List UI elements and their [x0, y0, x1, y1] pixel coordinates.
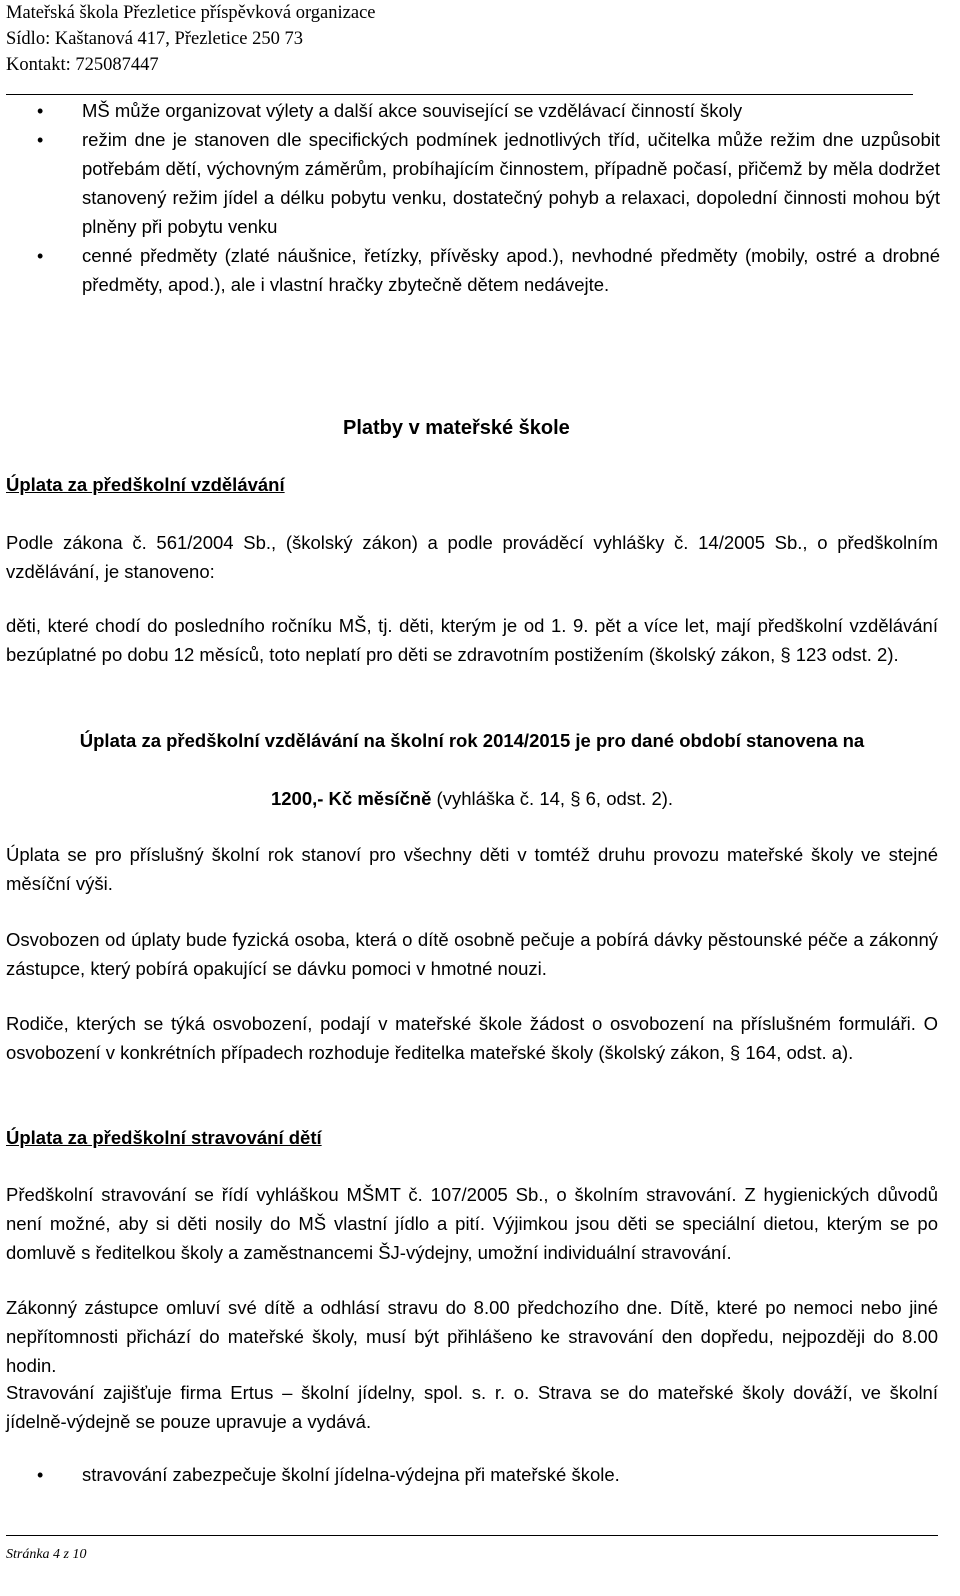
header-address: Sídlo: Kaštanová 417, Přezletice 250 73 — [6, 29, 303, 49]
subheading-preschool-fee: Úplata za předškolní vzdělávání — [6, 474, 285, 495]
header-contact: Kontakt: 725087447 — [6, 55, 159, 75]
list-item: • MŠ může organizovat výlety a další akce související se vzdělávací činností školy — [0, 96, 940, 125]
list-item: • režim dne je stanoven dle specifických podmínek jednotlivých tříd, učitelka může režim dne uzpůsobit potřebám dětí, výchovným záměrům, probíhajícím činnostem, případně počasí, přičemž by měla dodržet stanovený režim jídel a délku pobytu venku, dostatečný pohyb a relaxaci, dopolední činnosti mohou být plněny při pobytu venku — [0, 125, 940, 241]
footer-divider — [6, 1535, 938, 1536]
fee-heading: Úplata za předškolní vzdělávání na školní rok 2014/2015 je pro dané období stanovena na — [79, 730, 865, 751]
list-item: • cenné předměty (zlaté náušnice, řetízky, přívěsky apod.), nevhodné předměty (mobily, ostré a drobné předměty, apod.), ale i vlastní hračky zbytečně dětem nedávejte. — [0, 241, 940, 299]
bullet-icon: • — [37, 1465, 44, 1485]
paragraph-law: Podle zákona č. 561/2004 Sb., (školský zákon) a podle prováděcí vyhlášky č. 14/2005 Sb., o předškolním vzdělávání, je stanoveno: — [6, 532, 938, 582]
bullet-icon: • — [37, 246, 44, 266]
fee-amount-reference: (vyhláška č. 14, § 6, odst. 2). — [431, 788, 674, 809]
subheading-meals: Úplata za předškolní stravování dětí — [6, 1127, 322, 1148]
fee-amount-line — [6, 784, 938, 813]
section-title: Platby v mateřské škole — [343, 417, 570, 439]
paragraph-exemption: Osvobozen od úplaty bude fyzická osoba, která o dítě osobně pečuje a pobírá dávky pěstounské péče a zákonný zástupce, který pobírá opakující se dávku pomoci v hmotné nouzi. — [6, 929, 938, 979]
list-item: • stravování zabezpečuje školní jídelna-výdejna při mateřské škole. — [0, 1460, 940, 1489]
fee-amount: 1200,- Kč měsíčně — [270, 788, 432, 809]
bullet-icon: • — [37, 101, 44, 121]
page-number: Stránka 4 z 10 — [6, 1547, 87, 1562]
bullet-icon: • — [37, 130, 44, 150]
header-divider — [6, 94, 913, 95]
header-school-name: Mateřská škola Přezletice příspěvková organizace — [6, 3, 376, 23]
paragraph-free-last-year: děti, které chodí do posledního ročníku MŠ, tj. děti, kterým je od 1. 9. pět a více let, mají předškolní vzdělávání bezúplatné po dobu 12 měsíců, toto neplatí pro děti se zdravotním postižením (školský zákon, § 123 odst. 2). — [6, 615, 938, 665]
paragraph-same-amount: Úplata se pro příslušný školní rok stanoví pro všechny děti v tomtéž druhu provozu mateřské školy ve stejné měsíční výši. — [6, 844, 938, 894]
paragraph-meals-provider: Stravování zajišťuje firma Ertus – školní jídelny, spol. s. r. o. Strava se do mateřské školy dováží, ve školní jídelně-výdejně se pouze upravuje a vydává. — [6, 1382, 938, 1432]
paragraph-exemption-request: Rodiče, kterých se týká osvobození, podají v mateřské škole žádost o osvobození na příslušném formuláři. O osvobození v konkrétních případech rozhoduje ředitelka mateřské školy (školský zákon, § 164, odst. a). — [6, 1013, 938, 1063]
paragraph-meals-rules: Předškolní stravování se řídí vyhláškou MŠMT č. 107/2005 Sb., o školním stravování. Z hygienických důvodů není možné, aby si děti nosily do MŠ vlastní jídlo a pití. Výjimkou jsou děti se speciální dietou, kterým se po domluvě s ředitelkou školy a zaměstnancemi ŠJ-výdejny, umožní individuální stravování. — [6, 1184, 938, 1263]
meals-bullet-list — [0, 1460, 960, 1489]
page-header — [6, 0, 376, 78]
paragraph-meals-cancellation: Zákonný zástupce omluví své dítě a odhlásí stravu do 8.00 předchozího dne. Dítě, které po nemoci nebo jiné nepřítomnosti přichází do mateřské školy, musí být přihlášeno ke stravování den dopředu, nejpozději do 8.00 hodin. — [6, 1297, 938, 1376]
rules-bullet-list — [0, 96, 960, 299]
